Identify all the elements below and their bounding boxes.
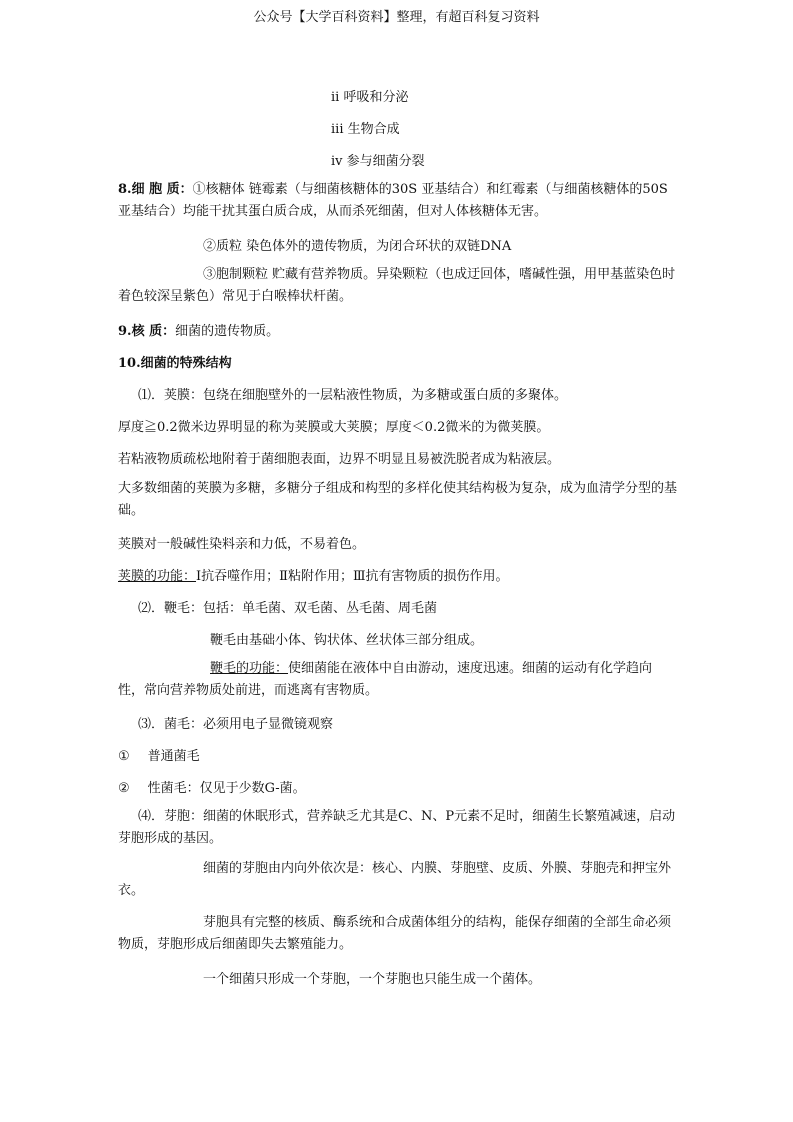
flagella-function-text: 使细菌能在液体中自由游动，速度迅速。细菌的运动有化学趋向性，常向营养物质处前进，而逃离有害物质。: [118, 661, 653, 698]
cytoplasm-heading: 8.细 胞 质：: [118, 182, 193, 197]
list-item: ii 呼吸和分泌: [331, 90, 409, 105]
capsule-paragraph: ⑴．荚膜：包绕在细胞壁外的一层粘液性物质，为多糖或蛋白质的多聚体。: [138, 388, 568, 403]
pili-item-marker: ②: [118, 781, 130, 796]
capsule-thickness: 厚度≧0.2微米边界明显的称为荚膜或大荚膜；厚度＜0.2微米的为微荚膜。: [118, 420, 550, 435]
spore-layers-paragraph: 细菌的芽胞由内向外依次是：核心、内膜、芽胞壁、皮质、外膜、芽胞壳和押宝外衣。: [118, 861, 672, 898]
capsule-staining-paragraph: 荚膜对一般碱性染料亲和力低，不易着色。: [118, 537, 366, 552]
pili-item-marker: ①: [118, 749, 130, 764]
spore-structure-paragraph: 芽胞具有完整的核质、酶系统和合成菌体组分的结构，能保存细菌的全部生命必须物质，芽胞形成后细菌即失去繁殖能力。: [118, 915, 672, 952]
flagella-function-label: 鞭毛的功能：: [210, 661, 289, 676]
nucleoid-text: 细菌的遗传物质。: [175, 324, 280, 339]
capsule-polysaccharide-paragraph: 大多数细菌的荚膜为多糖，多糖分子组成和构型的多样化使其结构极为复杂，成为血清学分型的基础。: [118, 481, 678, 518]
flagella-structure-paragraph: 鞭毛由基础小体、钩状体、丝状体三部分组成。: [210, 633, 484, 648]
spore-paragraph: ⑷．芽胞：细菌的休眠形式，营养缺乏尤其是C、N、P元素不足时，细菌生长繁殖减速，启动芽胞形成的基因。: [118, 809, 676, 846]
cytoplasm-text: ①核糖体 链霉素（与细菌核糖体的30S 亚基结合）和红霉素（与细菌核糖体的50S 亚基结合）均能干扰其蛋白质合成，从而杀死细菌，但对人体核糖体无害。: [118, 182, 668, 219]
plasmid-paragraph: ②质粒 染色体外的遗传物质，为闭合环状的双链DNA: [203, 239, 512, 254]
spore-ratio-paragraph: 一个细菌只形成一个芽胞，一个芽胞也只能生成一个菌体。: [203, 972, 542, 987]
list-item: iv 参与细菌分裂: [331, 154, 425, 169]
section-heading: 10.细菌的特殊结构: [118, 356, 232, 371]
capsule-function-paragraph: [118, 565, 509, 584]
cytoplasm-paragraph: [118, 179, 678, 223]
page-header: 公众号【大学百科资料】整理，有超百科复习资料: [253, 10, 540, 25]
pili-item: [118, 777, 306, 796]
flagella-function-paragraph: [118, 658, 678, 702]
flagella-paragraph: ⑵．鞭毛：包括：单毛菌、双毛菌、丛毛菌、周毛菌: [138, 601, 438, 616]
slime-layer-paragraph: 若粘液物质疏松地附着于菌细胞表面，边界不明显且易被洗脱者成为粘液层。: [118, 452, 561, 467]
nucleoid-heading: 9.核 质：: [118, 324, 176, 339]
pili-item: [118, 745, 200, 764]
pili-item-text: 性菌毛：仅见于少数G-菌。: [147, 781, 306, 796]
nucleoid-paragraph: [118, 320, 279, 339]
pili-item-text: 普通菌毛: [147, 749, 200, 764]
capsule-function-label: 荚膜的功能：: [118, 569, 197, 584]
capsule-function-text: Ⅰ抗吞噬作用；Ⅱ粘附作用；Ⅲ抗有害物质的损伤作用。: [196, 569, 509, 584]
granule-paragraph: ③胞制颗粒 贮藏有营养物质。异染颗粒（也成迂回体，嗜碱性强，用甲基蓝染色时着色较深呈紫色）常见于白喉棒状杆菌。: [118, 267, 676, 304]
pili-paragraph: ⑶．菌毛：必须用电子显微镜观察: [138, 717, 334, 732]
list-item: iii 生物合成: [331, 122, 400, 137]
